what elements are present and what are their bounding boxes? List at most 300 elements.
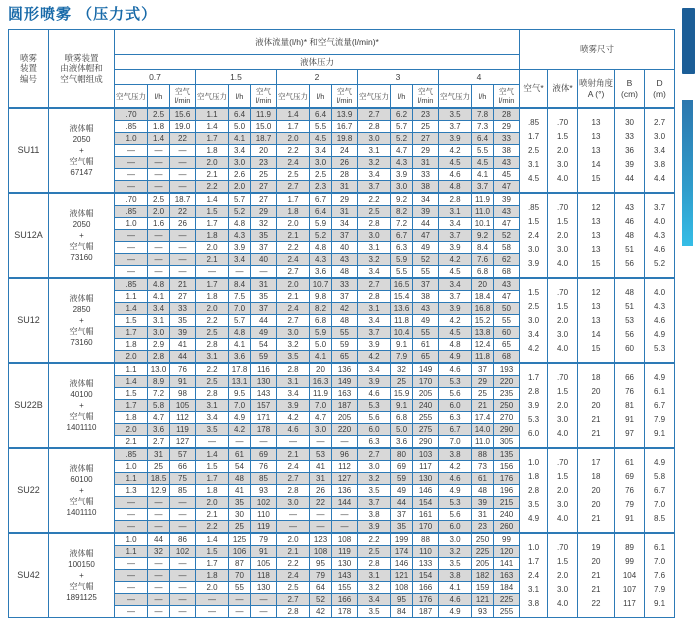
flow-cell: 31 [310,473,332,485]
flow-cell: 23 [251,157,277,169]
flow-cell: 130 [251,582,277,594]
flow-cell: 32 [148,546,170,558]
flow-cell: 178 [332,606,358,618]
flow-cell: 8.2 [310,303,332,315]
flow-cell: 6.3 [439,412,472,424]
flow-cell: — [115,157,148,169]
header-row [9,30,675,55]
header-pressure-value: 1.5 [196,70,277,85]
flow-cell: 4.5 [472,157,494,169]
flow-cell: 4.2 [358,351,391,364]
spray-dim-cell: .70 1.5 2.0 3.0 4.0 [548,448,578,533]
flow-cell: 2.5 [358,206,391,218]
spray-dim-cell: .70 1.5 2.0 3.0 4.0 [548,278,578,363]
flow-cell: 16.8 [472,303,494,315]
flow-cell: 1.7 [196,558,229,570]
flow-cell: 55 [494,315,520,327]
flow-cell: 3.4 [358,363,391,376]
flow-cell: .70 [115,108,148,121]
flow-cell: 4.2 [277,412,310,424]
flow-cell: 2.8 [358,121,391,133]
flow-cell: 2.4 [277,254,310,266]
flow-cell: 2.0 [115,351,148,364]
header-composition: 喷雾装置 由液体帽和 空气帽组成 [49,30,115,109]
flow-cell: 22 [170,133,196,145]
flow-cell: 3.7 [358,327,391,339]
flow-cell: 108 [310,546,332,558]
flow-cell: 10.7 [310,278,332,291]
flow-cell: 5.5 [310,121,332,133]
flow-cell: 95 [391,594,413,606]
flow-cell: 4.1 [472,169,494,181]
flow-cell: 240 [413,400,439,412]
flow-cell: 187 [332,400,358,412]
flow-cell: 2.0 [196,303,229,315]
flow-cell: 44 [391,497,413,509]
flow-cell: 44 [170,351,196,364]
flow-cell: — [115,509,148,521]
flow-cell: — [277,436,310,449]
flow-cell: 8.4 [472,242,494,254]
flow-cell: 4.1 [439,582,472,594]
flow-cell: 127 [170,436,196,449]
flow-cell: 6.0 [358,424,391,436]
flow-cell: 2.0 [115,424,148,436]
flow-cell: 31 [472,509,494,521]
flow-cell: 108 [391,582,413,594]
flow-cell: 2.7 [148,436,170,449]
flow-cell: 15.4 [391,291,413,303]
flow-cell: 4.6 [439,473,472,485]
flow-cell: 2.0 [277,218,310,230]
flow-cell: 2.2 [196,363,229,376]
flow-cell: 13.9 [332,108,358,121]
flow-cell: 4.8 [439,181,472,194]
flow-cell: 34 [332,218,358,230]
flow-cell: 1.7 [277,121,310,133]
flow-cell: 3.7 [358,497,391,509]
table-row [9,278,675,291]
flow-cell: — [115,181,148,194]
flow-cell: 26 [170,218,196,230]
flow-cell: — [170,582,196,594]
flow-cell: 250 [494,400,520,412]
spray-dim-cell: 2.7 3.0 3.4 3.8 4.4 [645,108,675,193]
flow-cell: — [170,606,196,618]
flow-cell: 3.9 [439,242,472,254]
flow-cell: 49 [251,327,277,339]
flow-cell: 91 [251,546,277,558]
flow-cell: — [170,558,196,570]
spray-dim-cell: 1.5 2.5 3.0 3.4 4.2 [520,278,548,363]
flow-cell: 1.0 [115,533,148,546]
flow-cell: 18.5 [148,473,170,485]
flow-cell: 86 [170,533,196,546]
flow-cell: 6.4 [310,108,332,121]
header-subcol: l/h [391,85,413,109]
flow-cell: 103 [413,448,439,461]
flow-cell: — [115,254,148,266]
flow-cell: 1.4 [196,448,229,461]
flow-cell: 33 [413,169,439,181]
flow-cell: 2.0 [148,206,170,218]
flow-cell: 3.0 [310,157,332,169]
flow-cell: 37 [472,363,494,376]
flow-cell: 85 [251,473,277,485]
flow-cell: 176 [413,594,439,606]
flow-cell: 1.7 [277,193,310,206]
flow-cell: 2.8 [358,291,391,303]
flow-cell: 4.1 [148,291,170,303]
spray-dim-cell: 13 13 13 14 15 [578,108,615,193]
flow-cell: 26 [332,157,358,169]
spec-table [8,29,675,618]
flow-cell: 5.3 [439,376,472,388]
flow-cell: 2.7 [358,108,391,121]
flow-cell: 130 [251,376,277,388]
flow-cell: 3.7 [439,121,472,133]
flow-cell: 9.8 [310,291,332,303]
device-id: SU22B [9,363,49,448]
flow-cell: 13.0 [148,363,170,376]
spray-dim-cell: .85 1.5 2.4 3.0 3.9 [520,193,548,278]
flow-cell: 4.2 [229,424,251,436]
flow-cell: 35 [229,497,251,509]
header-dim: 空气* [520,70,548,109]
flow-cell: — [148,254,170,266]
flow-cell: 2.0 [196,582,229,594]
flow-cell: 47 [494,218,520,230]
flow-cell: 5.7 [229,315,251,327]
flow-cell: 4.9 [229,412,251,424]
flow-cell: 119 [332,546,358,558]
flow-cell: 133 [413,558,439,570]
flow-cell: — [170,157,196,169]
flow-cell: 59 [251,351,277,364]
flow-cell: 1.5 [196,206,229,218]
flow-cell: 2.2 [277,145,310,157]
flow-cell: 59 [332,339,358,351]
flow-cell: 5.6 [439,509,472,521]
flow-cell: 110 [251,509,277,521]
spray-dim-cell: 6.1 7.0 7.6 7.9 9.1 [645,533,675,618]
flow-cell: 41 [229,485,251,497]
flow-cell: — [251,436,277,449]
flow-cell: 11.9 [310,388,332,400]
flow-cell: 31 [413,157,439,169]
table-row [9,533,675,546]
flow-cell: 9.1 [391,400,413,412]
flow-cell: 2.5 [196,327,229,339]
flow-cell: 28 [494,108,520,121]
flow-cell: 30 [229,509,251,521]
flow-cell: 1.4 [196,193,229,206]
flow-cell: 52 [413,254,439,266]
flow-cell: — [170,254,196,266]
flow-cell: — [277,509,310,521]
flow-cell: 16.5 [391,278,413,291]
flow-cell: 1.8 [196,230,229,242]
flow-cell: 88 [472,448,494,461]
flow-cell: 26 [310,485,332,497]
flow-cell: 11.8 [472,351,494,364]
flow-cell: 136 [332,485,358,497]
flow-cell: 205 [413,388,439,400]
flow-cell: 80 [391,448,413,461]
flow-cell: 220 [494,376,520,388]
flow-cell: 6.7 [310,193,332,206]
flow-cell: .85 [115,121,148,133]
flow-cell: 23 [413,108,439,121]
flow-cell: — [196,606,229,618]
flow-cell: 1.8 [196,485,229,497]
flow-cell: 3.4 [358,594,391,606]
spray-dim-cell: 61 69 76 79 91 [615,448,645,533]
flow-cell: 15.6 [170,108,196,121]
flow-cell: 2.1 [196,254,229,266]
flow-cell: 116 [251,363,277,376]
flow-cell: 2.5 [277,582,310,594]
device-id: SU42 [9,533,49,618]
flow-cell: 3.4 [439,218,472,230]
spray-dim-cell: 4.0 4.3 4.6 4.9 5.3 [645,278,675,363]
flow-cell: — [170,169,196,181]
flow-cell: 4.3 [391,157,413,169]
flow-cell: 5.6 [358,412,391,424]
flow-cell: 66 [170,461,196,473]
header-subcol: 空气压力 [358,85,391,109]
flow-cell: 5.7 [391,121,413,133]
flow-cell: 178 [251,424,277,436]
flow-cell: — [148,230,170,242]
flow-cell: 65 [494,339,520,351]
flow-cell: 215 [494,497,520,509]
flow-cell: 2.1 [196,509,229,521]
flow-cell: 3.4 [229,145,251,157]
flow-cell: 2.2 [196,521,229,534]
flow-cell: 136 [332,363,358,376]
header-subcol: 空气 l/min [251,85,277,109]
flow-cell: 65 [332,351,358,364]
flow-cell: 3.1 [439,206,472,218]
flow-cell: — [332,436,358,449]
flow-cell: 73 [472,461,494,473]
flow-cell: — [115,497,148,509]
flow-cell: 47 [494,181,520,194]
flow-cell: 119 [170,424,196,436]
flow-cell: 38 [494,145,520,157]
flow-cell: — [170,145,196,157]
flow-cell: — [251,606,277,618]
flow-cell: 33 [332,278,358,291]
flow-cell: 11.9 [251,108,277,121]
table-row [9,108,675,121]
flow-cell: 4.5 [310,133,332,145]
flow-cell: 3.6 [229,351,251,364]
flow-cell: 43 [413,303,439,315]
flow-cell: 2.5 [196,376,229,388]
flow-cell: 6.0 [439,521,472,534]
flow-cell: 27 [170,291,196,303]
flow-cell: 2.1 [196,169,229,181]
flow-cell: 1.4 [115,303,148,315]
flow-cell: 2.6 [229,169,251,181]
header-dim: B (cm) [615,70,645,109]
flow-cell: 1.7 [196,133,229,145]
flow-cell: 3.9 [358,521,391,534]
flow-cell: 49 [413,242,439,254]
flow-cell: 4.8 [148,278,170,291]
flow-cell: 2.1 [277,230,310,242]
flow-cell: 196 [494,485,520,497]
flow-cell: — [148,181,170,194]
flow-cell: 1.1 [115,291,148,303]
flow-cell: 6.8 [391,412,413,424]
flow-cell: .85 [115,448,148,461]
spray-dim-cell: 43 46 48 51 56 [615,193,645,278]
flow-cell: 40 [332,242,358,254]
flow-cell: 2.7 [277,181,310,194]
flow-cell: 3.1 [358,242,391,254]
flow-cell: — [170,242,196,254]
flow-cell: 4.9 [439,351,472,364]
flow-cell: 18.7 [170,193,196,206]
flow-cell: 163 [332,388,358,400]
flow-cell: 4.6 [277,424,310,436]
flow-cell: 4.2 [439,254,472,266]
flow-cell: — [170,521,196,534]
flow-cell: — [115,606,148,618]
header-subcol: 空气 l/min [332,85,358,109]
flow-cell: 60 [494,327,520,339]
flow-cell: 16.3 [310,376,332,388]
flow-cell: 3.0 [310,424,332,436]
flow-cell: 69 [251,448,277,461]
flow-cell: 4.8 [229,327,251,339]
flow-cell: 1.3 [115,485,148,497]
flow-cell: 161 [413,509,439,521]
flow-cell: 255 [413,412,439,424]
flow-cell: 37 [391,509,413,521]
flow-cell: 110 [413,546,439,558]
flow-cell: 44 [148,533,170,546]
flow-cell: 19.8 [332,133,358,145]
flow-cell: 88 [413,533,439,546]
flow-cell: 44 [413,218,439,230]
flow-cell: 1.5 [196,546,229,558]
header-pressure-value: 4 [439,70,520,85]
flow-cell: — [170,594,196,606]
flow-cell: 37 [413,278,439,291]
flow-cell: — [115,230,148,242]
flow-cell: 8.4 [229,278,251,291]
flow-cell: — [115,169,148,181]
flow-cell: 7.5 [229,291,251,303]
flow-cell: 5.9 [391,254,413,266]
flow-cell: 1.8 [148,121,170,133]
flow-cell: 42 [310,606,332,618]
flow-cell: — [148,169,170,181]
flow-cell: 112 [170,412,196,424]
spray-dim-cell: 89 99 104 107 117 [615,533,645,618]
header-subcol: 空气 l/min [413,85,439,109]
flow-cell: 149 [413,363,439,376]
flow-cell: 1.1 [115,546,148,558]
spray-dim-cell: 48 51 53 56 60 [615,278,645,363]
spray-dim-cell: 1.7 2.8 3.9 5.3 6.0 [520,363,548,448]
flow-cell: 4.8 [439,339,472,351]
flow-cell: 3.0 [229,157,251,169]
flow-cell: — [115,582,148,594]
flow-cell: 21 [170,278,196,291]
header-dim: D (m) [645,70,675,109]
flow-cell: 1.7 [115,400,148,412]
flow-cell: 5.3 [439,497,472,509]
header-pressure-title: 液体压力 [115,55,520,70]
flow-cell: 32 [391,363,413,376]
flow-cell: — [115,570,148,582]
spray-dim-cell: 30 33 36 39 44 [615,108,645,193]
flow-cell: 171 [251,412,277,424]
flow-cell: 187 [413,606,439,618]
flow-cell: 2.0 [277,533,310,546]
flow-cell: 3.2 [277,339,310,351]
flow-cell: 1.6 [148,218,170,230]
flow-cell: 3.6 [310,266,332,279]
flow-cell: 19.0 [170,121,196,133]
flow-cell: 193 [494,363,520,376]
flow-cell: 1.8 [115,339,148,351]
flow-cell: 3.2 [358,473,391,485]
device-id: SU11 [9,108,49,193]
flow-cell: 2.7 [277,473,310,485]
flow-cell: 166 [332,594,358,606]
flow-cell: 3.9 [391,169,413,181]
flow-cell: 3.1 [196,400,229,412]
flow-cell: — [170,570,196,582]
flow-cell: 50 [494,303,520,315]
flow-cell: — [196,436,229,449]
page-edge-strip [682,100,693,246]
flow-cell: — [115,145,148,157]
flow-cell: — [148,497,170,509]
flow-cell: 3.2 [439,546,472,558]
flow-cell: 55 [413,266,439,279]
flow-cell: 2.5 [310,169,332,181]
flow-cell: 1.5 [196,461,229,473]
flow-cell: 42 [332,303,358,315]
flow-cell: 3.2 [358,582,391,594]
flow-cell: 2.5 [277,169,310,181]
flow-cell: — [148,242,170,254]
flow-cell: — [148,521,170,534]
flow-cell: 2.7 [277,315,310,327]
flow-cell: 1.1 [115,363,148,376]
flow-cell: 106 [229,546,251,558]
flow-cell: 38 [413,291,439,303]
flow-cell: 1.7 [196,473,229,485]
flow-cell: 3.0 [439,533,472,546]
flow-cell: 5.0 [310,339,332,351]
flow-cell: 7.9 [391,351,413,364]
flow-cell: 2.4 [277,157,310,169]
flow-cell: 1.8 [196,570,229,582]
flow-cell: 2.2 [358,193,391,206]
flow-cell: 3.9 [229,242,251,254]
flow-cell: 99 [494,533,520,546]
flow-cell: 3.6 [391,436,413,449]
device-composition: 液体帽 60100 + 空气帽 1401110 [49,448,115,533]
